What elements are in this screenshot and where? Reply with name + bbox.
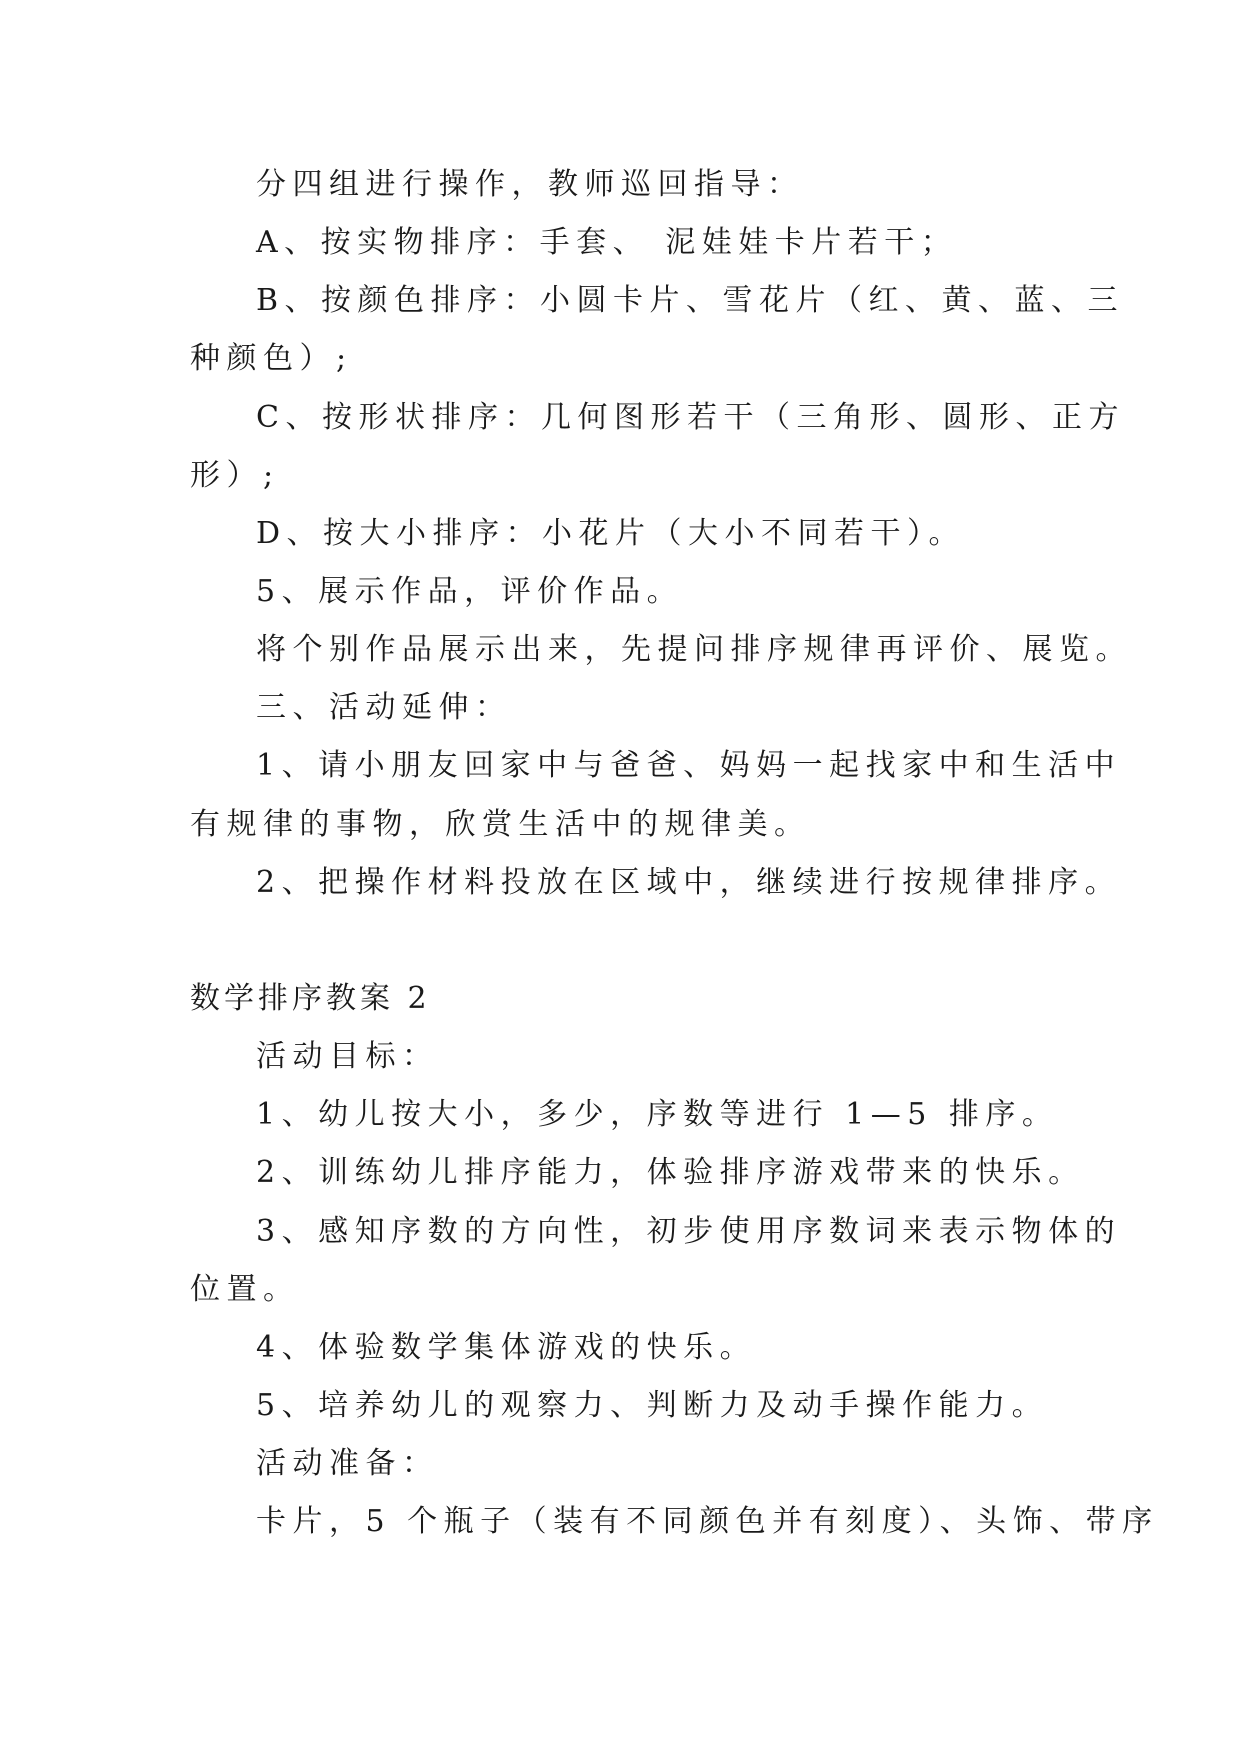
paragraph-line: C、按形状排序：几何图形若干（三角形、圆形、正方 — [256, 400, 1125, 435]
paragraph-line: 3、感知序数的方向性，初步使用序数词来表示物体的 — [256, 1214, 1122, 1249]
paragraph-line: 2、训练幼儿排序能力，体验排序游戏带来的快乐。 — [256, 1155, 1085, 1190]
paragraph-line: 形）; — [190, 458, 280, 493]
paragraph-line: 种颜色）; — [190, 341, 353, 376]
paragraph-line: 活动目标： — [256, 1039, 439, 1074]
paragraph-line: 5、展示作品，评价作品。 — [256, 574, 684, 609]
paragraph-line: 2、把操作材料投放在区域中，继续进行按规律排序。 — [256, 865, 1122, 900]
paragraph-line: A、按实物排序：手套、 泥娃娃卡片若干； — [256, 225, 958, 260]
paragraph-line: 分四组进行操作，教师巡回指导： — [256, 167, 804, 202]
section-title: 数学排序教案 2 — [190, 981, 431, 1016]
paragraph-line: 位置。 — [190, 1272, 300, 1307]
paragraph-line: 活动准备： — [256, 1446, 439, 1481]
paragraph-line: 4、体验数学集体游戏的快乐。 — [256, 1330, 757, 1365]
paragraph-line: 三、活动延伸： — [256, 690, 512, 725]
paragraph-line: 5、培养幼儿的观察力、判断力及动手操作能力。 — [256, 1388, 1049, 1423]
paragraph-line: 1、幼儿按大小，多少，序数等进行 1—5 排序。 — [256, 1097, 1059, 1132]
paragraph-line: 将个别作品展示出来，先提问排序规律再评价、展览。 — [256, 632, 1132, 667]
paragraph-line: 有规律的事物，欣赏生活中的规律美。 — [190, 807, 811, 842]
paragraph-line: 1、请小朋友回家中与爸爸、妈妈一起找家中和生活中 — [256, 748, 1122, 783]
paragraph-line: D、按大小排序：小花片（大小不同若干）。 — [256, 516, 966, 551]
paragraph-line: 卡片，5 个瓶子（装有不同颜色并有刻度）、头饰、带序 — [256, 1504, 1159, 1539]
paragraph-line: B、按颜色排序：小圆卡片、雪花片（红、黄、蓝、三 — [256, 283, 1125, 318]
